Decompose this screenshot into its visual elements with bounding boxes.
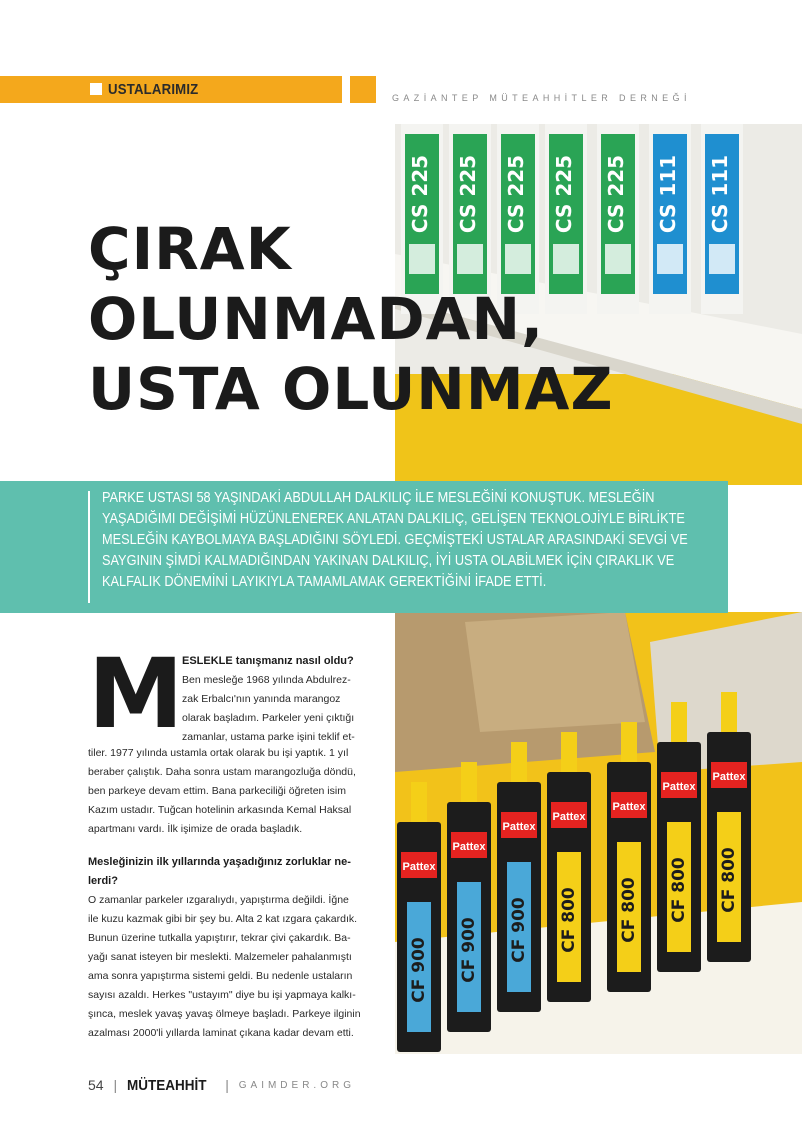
tube-label: CS 225 — [408, 154, 432, 234]
answer-line: Bunun üzerine tutkalla yapıştırır, tekrar çivi çakardık. Ba- — [88, 932, 351, 944]
answer-line: ile kuzu kazmak gibi bir şey bu. Alta 2 kat ızgara çakardık. — [88, 913, 358, 925]
intro-text: PARKE USTASI 58 YAŞINDAKİ ABDULLAH DALKILIÇ İLE MESLEĞİNİ KONUŞTUK. MESLEĞİN YAŞADIĞIMI DEĞİŞİMİ HÜZÜNLENEREK ANLATAN DALKILIÇ, GELİŞEN TEKNOLOJİYLE BİRLİKTE MESLEĞİN KAYBOLMAYA BAŞLADIĞINI SÖYLEDİ. GEÇMİŞTEKİ USTALAR ARASINDAKİ SEVGİ VE SAYGININ ŞİMDİ KALMADIĞINDAN YAKINAN DALKILIÇ, İYİ USTA OLABİLMEK İÇİN ÇIRAKLIK VE KALFALIK DÖNEMİNİ LAYIKIYLA TAMAMLAMAK GEREKTİĞİNİ İFADE ETTİ. — [102, 489, 688, 590]
answer-line: zamanlar, ustama parke işini teklif et- — [182, 731, 355, 743]
sealant-tube — [701, 124, 743, 314]
footer-separator: | — [113, 1077, 118, 1094]
brand-label: Pattex — [662, 781, 696, 793]
answer-line: ama sonra yapıştırma sistemi geldi. Bu nedenle ustaların — [88, 970, 353, 982]
cartridge — [657, 702, 701, 972]
brand-label: Pattex — [712, 771, 746, 783]
article-title — [88, 214, 614, 424]
article-column — [88, 744, 364, 1043]
sealant-tube — [649, 124, 691, 314]
section-label: USTALARIMIZ — [108, 81, 199, 98]
cartridge-label: CF 800 — [619, 877, 639, 943]
intro-rule — [88, 491, 90, 603]
answer-line: Ben mesleğe 1968 yılında Abdulrez- — [182, 674, 351, 686]
cartridge — [707, 692, 751, 962]
title-line-1: ÇIRAK — [88, 215, 292, 283]
answer-line: yağı sanat isteyen bir meslekti. Malzemeler pahalanmıştı — [88, 951, 352, 963]
footer-separator: | — [225, 1077, 229, 1094]
article-column-intro — [182, 652, 364, 747]
cartridge — [497, 742, 541, 1012]
question-2: Mesleğinizin ilk yıllarında yaşadığınız zorluklar ne- — [88, 856, 351, 868]
answer-line: olarak başladım. Parkeler yeni çıktığı — [182, 712, 355, 724]
section-accent-square — [350, 76, 376, 103]
answer-line: sayısı azaldı. Herkes "ustayım" diye bu işi yapmaya kalkı- — [88, 989, 356, 1001]
magazine-name: MÜTEAHHİT — [127, 1076, 207, 1094]
title-line-3: USTA OLUNMAZ — [88, 355, 614, 423]
answer-line: beraber çalıştık. Daha sonra ustam marangozluğa döndü, — [88, 766, 356, 778]
website-url: GAIMDER.ORG — [238, 1079, 355, 1091]
question-1: ESLEKLE tanışmanız nasıl oldu? — [182, 655, 354, 667]
intro-box — [0, 481, 728, 613]
tube-label: CS 225 — [604, 154, 628, 234]
question-2: lerdi? — [88, 875, 118, 887]
cartridge — [397, 782, 441, 1052]
answer-line: O zamanlar parkeler ızgaralıydı, yapıştırma değildi. İğne — [88, 894, 349, 906]
cartridge-label: CF 900 — [409, 937, 429, 1003]
tube-label: CS 111 — [656, 154, 680, 234]
brand-label: Pattex — [452, 841, 486, 853]
section-square-icon — [90, 83, 102, 95]
section-header-bar — [0, 76, 342, 103]
tube-label: CS 225 — [504, 154, 528, 234]
page-number: 54 — [88, 1077, 104, 1094]
cartridge-label: CF 800 — [669, 857, 689, 923]
cartridge — [607, 722, 651, 992]
title-line-2: OLUNMADAN, — [88, 285, 545, 353]
answer-line: azalması 2000'li yıllarda laminat çıkana kadar devam etti. — [88, 1027, 354, 1039]
tube-label: CS 111 — [708, 154, 732, 234]
tube-label: CS 225 — [456, 154, 480, 234]
answer-line: şınca, meslek yavaş yavaş ölmeye başladı. Parkeye ilginin — [88, 1008, 361, 1020]
answer-line: zak Erbalcı'nın yanında marangoz — [182, 693, 341, 705]
answer-line: Kazım ustadır. Tuğcan hotelinin arkasında Kemal Haksal — [88, 804, 352, 816]
answer-line: tiler. 1977 yılında ustamla ortak olarak bu işi yaptık. 1 yıl — [88, 747, 349, 759]
answer-line: apartmanı vardı. İlk işimize de orada başladık. — [88, 823, 303, 835]
cartridge-label: CF 900 — [459, 917, 479, 983]
photo-anchor-cartridges — [395, 612, 802, 1054]
cartridge-label: CF 800 — [559, 887, 579, 953]
brand-label: Pattex — [612, 801, 646, 813]
brand-label: Pattex — [552, 811, 586, 823]
cartridge-label: CF 900 — [509, 897, 529, 963]
brand-label: Pattex — [502, 821, 536, 833]
page-footer — [88, 1076, 355, 1096]
brand-label: Pattex — [402, 861, 436, 873]
organization-name: GAZİANTEP MÜTEAHHİTLER DERNEĞİ — [392, 93, 691, 103]
cartridge — [547, 732, 591, 1002]
tube-label: CS 225 — [552, 154, 576, 234]
drop-cap: M — [88, 638, 184, 750]
answer-line: ben parkeye devam ettim. Bana parkeciliği öğreten isim — [88, 785, 346, 797]
cartridge-label: CF 800 — [719, 847, 739, 913]
paragraph-spacer — [88, 839, 364, 853]
cartridges-illustration — [395, 612, 802, 1054]
cartridge — [447, 762, 491, 1032]
